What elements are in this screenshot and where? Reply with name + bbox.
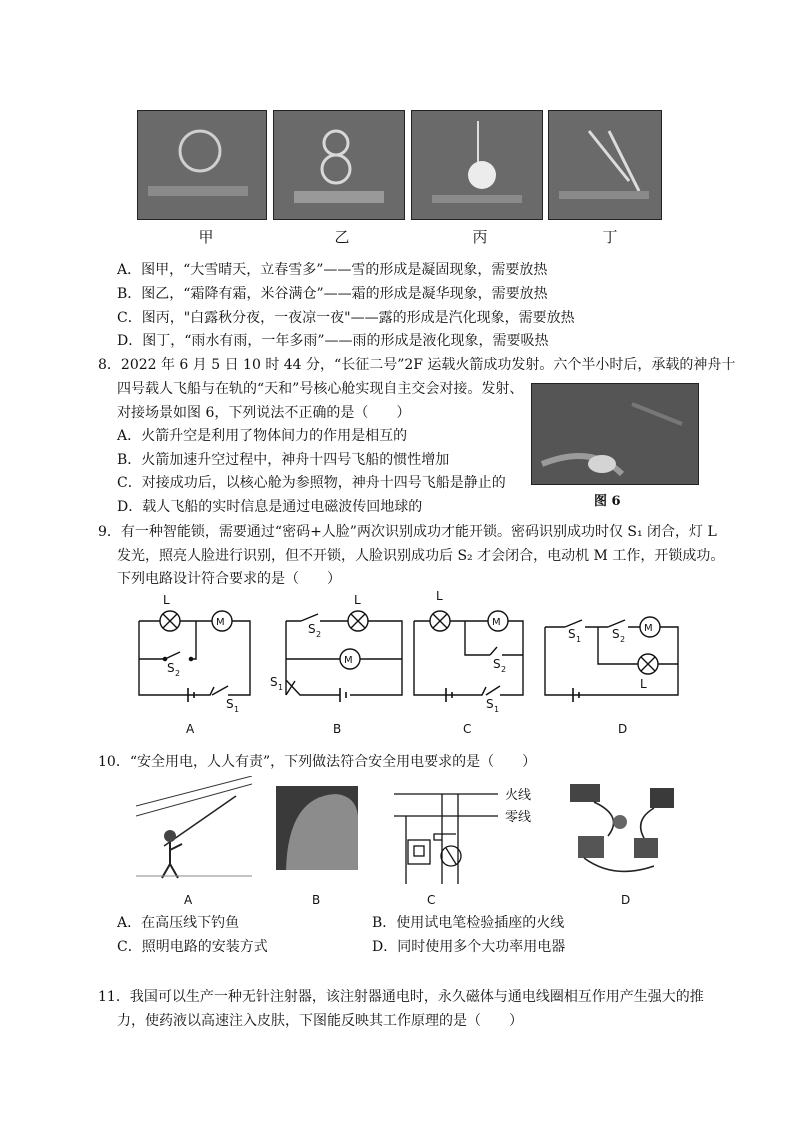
q10-image-b <box>276 786 358 870</box>
q10-option-b: B．使用试电笔检验插座的火线 <box>372 915 565 931</box>
svg-text:1: 1 <box>576 635 582 644</box>
caption-ding: 丁 <box>602 228 618 246</box>
figure-6-label: 图 6 <box>594 494 621 509</box>
q10-label-d: D <box>621 893 631 907</box>
caption-jia: 甲 <box>198 228 214 246</box>
svg-text:L: L <box>436 589 443 603</box>
live-wire-label: 火线 <box>505 788 532 803</box>
svg-text:S: S <box>568 627 576 641</box>
q11-stem-line1: 11．我国可以生产一种无针注射器，该注射器通电时，永久磁体与通电线圈相互作用产生强大的推 <box>98 989 704 1005</box>
q10-stem: 10．“安全用电，人人有责”，下列做法符合安全用电要求的是（ ） <box>98 754 537 770</box>
neutral-wire-label: 零线 <box>505 810 532 825</box>
q9-stem-line1: 9．有一种智能锁，需要通过“密码+人脸”两次识别成功才能开锁。密码识别成功时仅 S₁ 闭合，灯 L <box>98 524 717 540</box>
svg-text:S: S <box>493 657 501 671</box>
svg-text:S: S <box>270 675 278 689</box>
q10-option-c: C．照明电路的安装方式 <box>117 939 268 955</box>
circuit-label-a: A <box>186 722 195 736</box>
q8-option-c: C．对接成功后，以核心舱为参照物，神舟十四号飞船是静止的 <box>117 475 506 491</box>
q10-label-a: A <box>184 893 193 907</box>
q8-option-a: A．火箭升空是利用了物体间力的作用是相互的 <box>117 428 408 444</box>
caption-bing: 丙 <box>472 228 488 246</box>
svg-text:S: S <box>486 697 494 711</box>
svg-text:S: S <box>612 627 620 641</box>
svg-text:2: 2 <box>175 669 181 678</box>
q9-stem-line2: 发光，照亮人脸进行识别，但不开锁，人脸识别成功后 S₂ 才会闭合，电动机 M 工作，开锁成功。 <box>117 548 725 564</box>
q7-option-a: A．图甲，“大雪晴天，立春雪多”——雪的形成是凝固现象，需要放热 <box>117 262 548 278</box>
q10-image-a <box>136 776 252 884</box>
svg-text:1: 1 <box>278 683 284 692</box>
svg-text:S: S <box>167 661 175 675</box>
svg-text:M: M <box>644 623 653 634</box>
svg-text:S: S <box>226 697 234 711</box>
q9-stem-line3: 下列电路设计符合要求的是（ ） <box>117 571 341 587</box>
svg-text:S: S <box>308 622 316 636</box>
svg-text:L: L <box>640 677 647 691</box>
svg-text:L: L <box>354 593 361 607</box>
circuit-label-b: B <box>333 722 342 736</box>
svg-text:M: M <box>344 655 353 666</box>
caption-yi: 乙 <box>334 228 350 246</box>
q8-option-b: B．火箭加速升空过程中，神舟十四号飞船的惯性增加 <box>117 452 450 468</box>
q10-label-b: B <box>312 893 321 907</box>
svg-text:1: 1 <box>234 705 240 714</box>
svg-text:L: L <box>163 593 170 607</box>
svg-text:2: 2 <box>620 635 626 644</box>
q8-stem-line1: 8．2022 年 6 月 5 日 10 时 44 分，“长征二号”2F 运载火箭成功发射。六个半小时后，承载的神舟十 <box>98 357 736 373</box>
circuit-c <box>414 611 523 702</box>
circuit-a <box>139 611 250 702</box>
svg-text:2: 2 <box>501 665 507 674</box>
svg-text:2: 2 <box>316 630 322 639</box>
svg-text:M: M <box>492 617 501 628</box>
circuit-label-d: D <box>618 722 628 736</box>
q10-label-c: C <box>427 893 436 907</box>
q7-option-d: D．图丁，“雨水有雨，一年多雨”——雨的形成是液化现象，需要吸热 <box>117 333 549 349</box>
q11-stem-line2: 力，使药液以高速注入皮肤，下图能反映其工作原理的是（ ） <box>117 1013 523 1029</box>
svg-text:1: 1 <box>494 705 500 714</box>
q10-option-d: D．同时使用多个大功率用电器 <box>372 939 566 955</box>
q10-image-d <box>564 776 682 884</box>
q7-option-b: B．图乙，“霜降有霜，米谷满仓”——霜的形成是凝华现象，需要放热 <box>117 286 548 302</box>
q10-option-a: A．在高压线下钓鱼 <box>117 915 240 931</box>
q10-image-c <box>394 780 514 884</box>
q8-stem-line3: 对接场景如图 6，下列说法不正确的是（ ） <box>117 405 411 421</box>
q8-option-d: D．载人飞船的实时信息是通过电磁波传回地球的 <box>117 499 423 515</box>
q8-stem-line2: 四号载人飞船与在轨的“天和”号核心舱实现自主交会对接。发射、 <box>117 381 524 397</box>
svg-text:M: M <box>216 617 225 628</box>
q7-option-c: C．图丙，"白露秋分夜，一夜凉一夜"——露的形成是汽化现象，需要放热 <box>117 310 575 326</box>
circuit-label-c: C <box>463 722 472 736</box>
